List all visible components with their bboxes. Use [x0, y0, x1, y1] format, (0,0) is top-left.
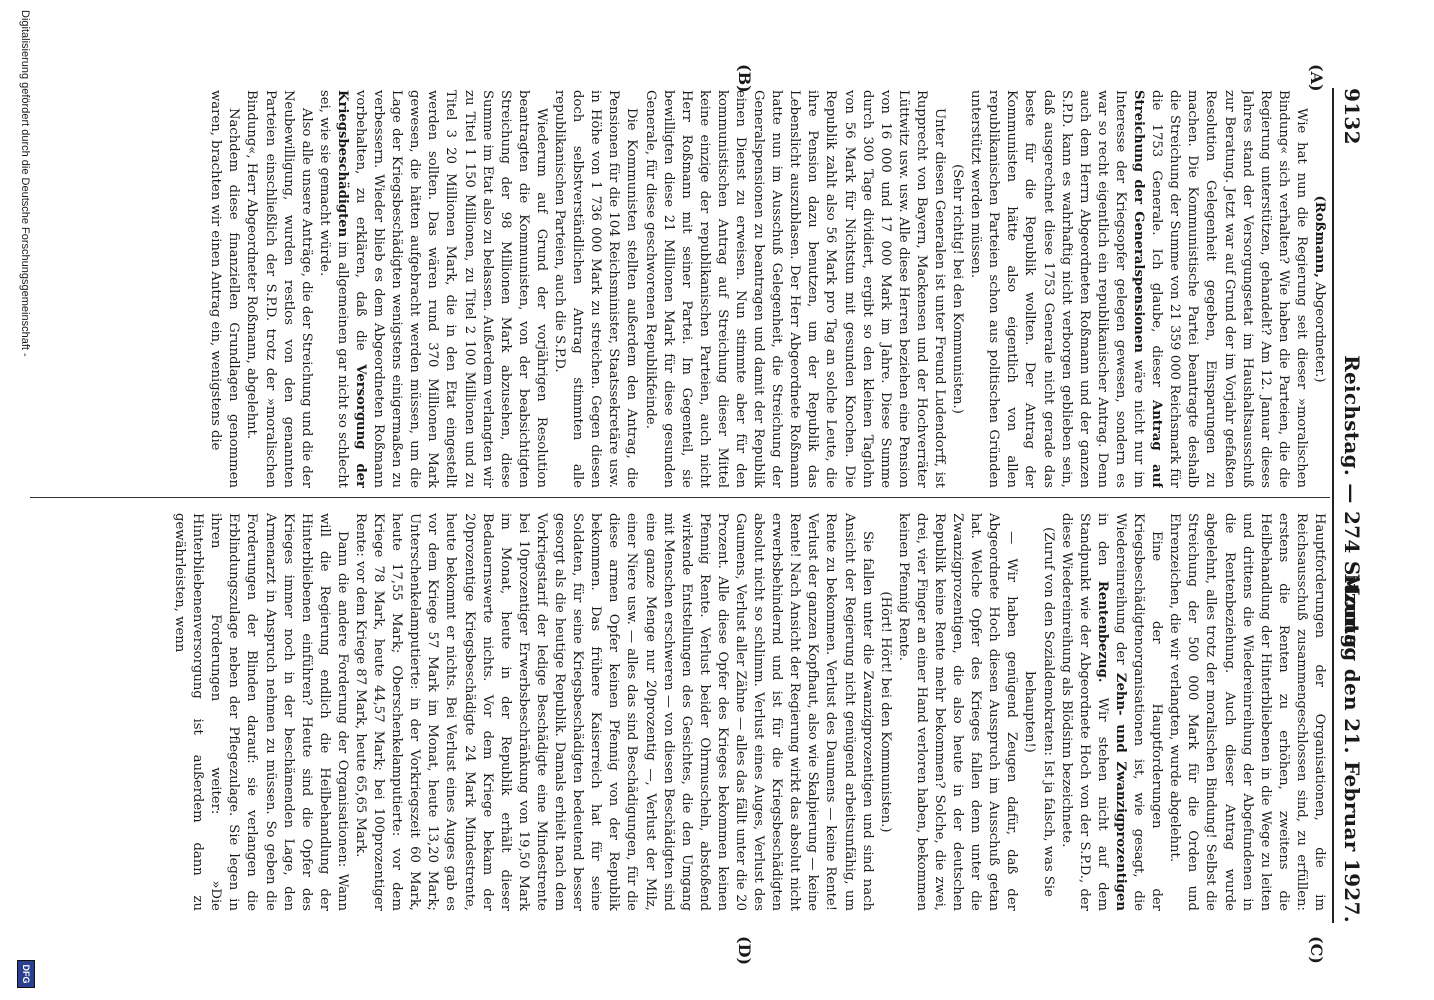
margin-marker-d: (D) — [735, 936, 754, 966]
paragraph — [966, 90, 1310, 488]
footer-credit: Digitalisierung gefördert durch die Deutsche Forschungsgemeinschaft - — [19, 10, 31, 357]
paragraph-text: Wir stehen nicht auf dem Standpunkt wie der Abgeordnete Hoch von der S.P.D., der diese Wiedereinreihung als Blödsinn bezeichnete. — [1058, 513, 1110, 911]
margin-marker-b: (B) — [735, 64, 754, 93]
interjection: (Sehr richtig! bei den Kommunisten.) — [950, 164, 966, 414]
emphasis-text: Zehn- und Zwanzigprozentigen — [1112, 672, 1128, 911]
paragraph — [315, 90, 550, 488]
column-divider — [30, 497, 1330, 498]
digitization-footer — [11, 0, 39, 1000]
paragraph-text: wäre nicht nur im Interesse der Kriegsopfer gelegen gewesen, sondern es war so recht eigentlich ein republikanischer Antrag. Denn auch dem Herrn Abgeordneten Roßmann und der ganzen S.P.D. kann es wahrhaftig nicht verborgen geblieben sein, daß ausgerechnet diese 1753 Generale nicht gerade das beste für die Republik wollten. Der Antrag der Kommunisten hätte also eigentlich von allen republikanischen Parteien schon aus politischen Gründen unterstützt werden müssen. — [968, 90, 1147, 488]
interjection: (Zuruf von den Sozialdemokraten: Ist ja falsch, was Sie behaupten!) — [1022, 527, 1056, 897]
paragraph-text: Eine der Hauptforderungen der Kriegsbeschädigtenorganisationen ist, wie gesagt, die Wiedereinreihung der — [1112, 513, 1165, 911]
margin-marker-c: (C) — [1307, 936, 1326, 964]
paragraph: Also alle unsere Anträge, die der Streichung und die der Neubewilligung, wurden restlos von den genannten Parteien einschließlich der S.P.D. trotz der »moralischen Bindung«, Herr Abgeordneter Roßmann, abgelehnt. — [244, 90, 314, 488]
paragraph: Sie fallen unter die Zwanzigprozentigen und sind nach Ansicht der Regierung nicht genügend arbeitsunfähig, um Rente zu bekommen. Verlust des Daumens — keine Rente! Verlust der ganzen Kopfhaut, also wie Skalpierung — keine Rente! Nach Ansicht der Regierung wirkt das absolut nicht erwerbsbehindernd und ist für die Kriegsbeschädigten absolut nicht so schlimm. Verlust eines Auges, Verlust des Gaumens, Verlust aller Zähne — alles das fällt unter die 20 Prozent. Alle diese Opfer des Krieges bekommen keinen Pfennig Rente. Verlust beider Ohrmuscheln, abstoßend wirkende Entstellungen des Gesichtes, die den Umgang mit Menschen erschweren — von diesen Beschädigten sind eine ganze Menge nur 20prozentig —, Verlust der Milz, einer Niere usw. — alles das sind Beschädigungen, für die diese armen Opfer keinen Pfennig von der Republik bekommen. Das frühere Kaiserreich hat für seine Soldaten, für seine Kriegsbeschädigten bedeutend besser gesorgt als die heutige Republik. Damals erhielt nach dem Vorkriegstarif der ledige Beschädigte eine Mindestrente bei 10prozentiger Erwerbsbeschränkung von 19,50 Mark im Monat, heute in der Republik erhält dieser Bedauernswerte nichts. Vor dem Kriege bekam der 20prozentige Kriegsbeschädigte 24 Mark Mindestrente, heute bekommt er nichts. Bei Verlust eines Auges gab es vor dem Kriege 57 Mark im Monat, heute 13,20 Mark; Unterschenkelamputierte: in der Vorkriegszeit 60 Mark, heute 17,55 Mark; Oberschenkelamputierte: vor dem Kriege 78 Mark, heute 44,57 Mark; bei 100prozentiger Rente: vor dem Kriege 87 Mark, heute 65,65 Mark. — [353, 513, 875, 911]
left-column — [38, 90, 1328, 488]
paragraph: Unter diesen Generalen ist unter Freund Ludendorff, ist Rupprecht von Bayern, Mackensen und der Hochverräter Lüttwitz usw. usw. Alle diese Herren beziehen eine Pension von 16 000 und 17 000 Mark im Jahre. Diese Summe durch 300 Tage dividiert, ergibt so den kleinen Taglohn von 56 Mark für Nichtstun mit gesunden Knochen. Die Republik zahlt also 56 Mark pro Tag an solche Leute, die ihre Pension dazu benutzen, um der Republik das Lebenslicht auszublasen. Der Herr Abgeordnete Roßmann hatte nun im Ausschuß Gelegenheit, die Streichung der Generalspensionen zu beantragen und damit der Republik einen Dienst zu erweisen. Nun stimmte aber für den kommunistischen Antrag auf Streichung dieser Mittel keine einzige der republikanischen Parteien, auch nicht Herr Roßmann mit seiner Partei. Im Gegenteil, sie bewilligten diese 21 Millionen Mark für diese gesunden Generale, für diese geschworenen Republikfeinde. — [642, 90, 948, 488]
running-title: Reichstag. — 274 Sitzung. — [1340, 355, 1364, 656]
paragraph — [1057, 513, 1166, 911]
right-column — [38, 513, 1328, 911]
dfg-logo: DFG — [17, 960, 35, 988]
header-rule — [1332, 88, 1334, 923]
paragraph: — Wir haben genügend Zeugen dafür, daß der Abgeordnete Hoch diesen Ausspruch im Ausschuß getan hat. Welche Opfer des Krieges fallen denn unter die Zwanzigprozentigen, die also heute in der deutschen Republik keine Rente mehr bekommen? Solche, die zwei, drei, vier Finger an einer Hand verloren haben, bekommen keinen Pfennig Rente. — [895, 513, 1020, 911]
session-date: Montag den 21. Februar 1927. — [1340, 573, 1364, 923]
paragraph: Dann die andere Forderung der Organisationen: Wann will die Regierung endlich die Heilbehandlung der Hinterbliebenen einführen? Heute sind die Opfer des Krieges immer noch in der beschämenden Lage, den Armenarzt in Anspruch nehmen zu müssen. So geben die Forderungen der Blinden darauf: sie verlangen die Erblindungszulage neben der Pflegezulage. Sie legen in ihren Forderungen weiter: »Die Hinterbliebenenversorgung ist außerdem dann zu gewährleisten, wenn — [172, 513, 350, 911]
paragraph-text: im allgemeinen gar nicht so schlecht sei, wie sie gemacht würde. — [316, 90, 350, 488]
interjection: (Hört! Hört! bei den Kommunisten.) — [877, 591, 893, 833]
emphasis-text: Rentenbezug. — [1094, 580, 1110, 683]
margin-marker-a: (A) — [1307, 64, 1326, 92]
speaker-role: Abgeordneter.) — [1312, 277, 1327, 383]
speaker-line — [1310, 90, 1328, 488]
paragraph-text: in den — [1094, 513, 1110, 566]
emphasis-text: Versorgung der Kriegsbeschädigten — [334, 90, 369, 488]
paragraph: Hauptforderungen der Organisationen, die im Reichsausschuß zusammengeschlossen sind, zu erfüllen: erstens die Renten zu erhöhen, zweitens die Heilbehandlung der Hinterbliebenen in die Wege zu leiten und drittens die Wiedereinreihung der Abgefundenen in die Rentenbeziehung. Auch dieser Antrag wurde abgelehnt, alles trotz der moralischen Bindung! Selbst die Streichung der 500 000 Mark für die Orden und Ehrenzeichen, die wir verlangten, wurde abgelehnt. — [1167, 513, 1327, 911]
page-number: 9132 — [1340, 88, 1364, 145]
speaker-name: (Roßmann, — [1312, 195, 1327, 278]
paragraph-text: Wiederum auf Grund der vorjährigen Resolution beantragten die Kommunisten, von der beabsichtigten Streichung der 98 Millionen Mark abzusehen, diese Summe im Etat also zu belassen. Außerdem verlangten wir zu Titel 1 150 Millionen, zu Titel 2 100 Millionen und zu Titel 3 20 Millionen Mark, die in den Etat eingestellt werden sollten. Das wären rund 370 Millionen Mark gewesen, die hätten aufgebracht werden müssen, um die Lage der Kriegsbeschädigten wenigstens einigermaßen zu verbessern. Wieder blieb es dem Abgeordneten Roßmann vorbehalten, zu erklären, daß die — [353, 90, 549, 488]
emphasis-text: Antrag auf Streichung der Generalspensionen — [1131, 90, 1165, 488]
paragraph: Nachdem diese finanziellen Grundlagen genommen waren, brachten wir einen Antrag ein, wenigstens die — [208, 90, 242, 488]
page-header — [1336, 88, 1368, 923]
paragraph-text: Wie hat nun die Regierung seit dieser »moralischen Bindung« sich verhalten? Wie haben die Parteien, die die Regierung unterstützen, gehandelt? Am 12. Januar dieses Jahres stand der Versorgungsetat im Haushaltsausschuß zur Beratung. Jetzt war auf Grund der im Vorjahr gefaßten Resolution Gelegenheit gegeben, Einsparungen zu machen. Die Kommunistische Partei beantragte deshalb die Streichung der Summe von 21 359 000 Reichsmark für die 1753 Generale. Ich glaube, dieser — [1149, 90, 1309, 488]
paragraph: Die Kommunisten stellten außerdem den Antrag, die Pensionen für die 104 Reichsminister, Staatssekretäre usw. in Höhe von 1 736 000 Mark zu streichen. Gegen diesen doch selbstverständlichen Antrag stimmten alle republikanischen Parteien, auch die S.P.D. — [552, 90, 640, 488]
